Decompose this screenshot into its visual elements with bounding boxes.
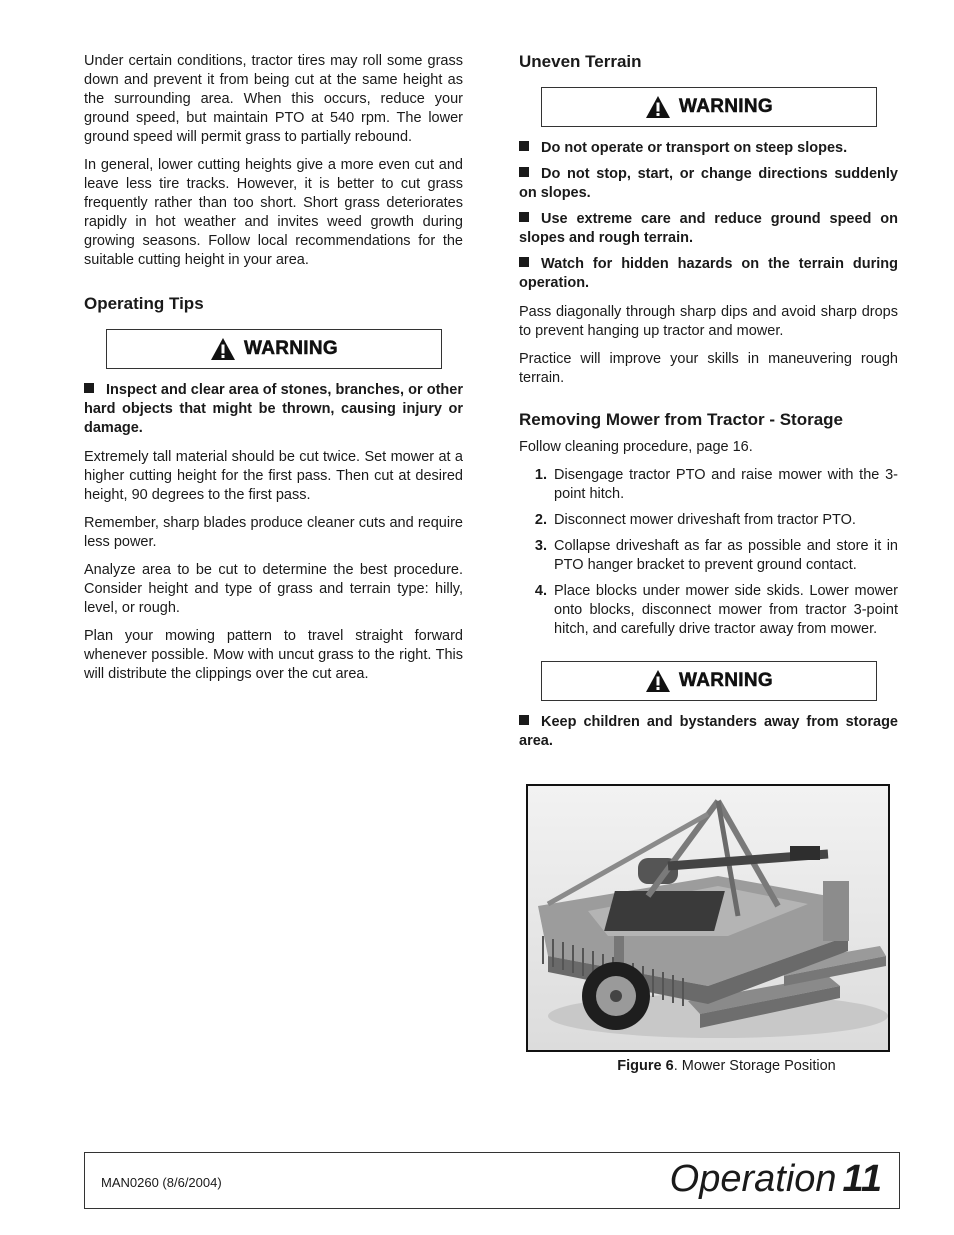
warning-box <box>541 87 877 127</box>
paragraph: Remember, sharp blades produce cleaner cuts and require less power. <box>84 515 463 550</box>
list-item: 1. Disengage tractor PTO and raise mower with the 3-point hitch. <box>534 467 898 502</box>
figure-caption-text: . Mower Storage Position <box>673 1058 836 1074</box>
paragraph: Pass diagonally through sharp dips and avoid sharp drops to prevent hanging up tractor and mower. <box>519 304 898 339</box>
bullet-square-icon <box>519 257 529 267</box>
figure-caption <box>519 1057 934 1075</box>
list-item: 4. Place blocks under mower side skids. Lower mower onto blocks, disconnect mower from tractor 3-point hitch, and carefully drive tractor away from mower. <box>534 583 898 637</box>
warning-triangle-icon <box>645 669 671 693</box>
warning-label: WARNING <box>679 670 773 691</box>
warning-bullet: Do not stop, start, or change directions suddenly on slopes. <box>519 166 898 201</box>
paragraph: Under certain conditions, tractor tires may roll some grass down and prevent it from being cut at the same height as the surrounding area. When this occurs, reduce your ground speed, but maintain PTO at 540 rpm. The lower ground speed will permit grass to partially rebound. <box>84 53 463 145</box>
warning-label: WARNING <box>244 338 338 359</box>
bullet-square-icon <box>519 212 529 222</box>
mower-illustration <box>528 786 888 1050</box>
list-item: 3. Collapse driveshaft as far as possible and store it in PTO hanger bracket to prevent ground contact. <box>534 538 898 573</box>
list-item: 2. Disconnect mower driveshaft from tractor PTO. <box>534 512 856 528</box>
section-heading-operating-tips: Operating Tips <box>84 294 204 313</box>
section-heading-storage: Removing Mower from Tractor - Storage <box>519 410 843 429</box>
paragraph: Extremely tall material should be cut twice. Set mower at a higher cutting height for the first pass. Then cut at desired height, 90 degrees to the first pass. <box>84 449 463 503</box>
bullet-square-icon <box>519 167 529 177</box>
section-heading-uneven-terrain: Uneven Terrain <box>519 52 642 71</box>
page-number: 11 <box>842 1158 882 1200</box>
bullet-square-icon <box>519 141 529 151</box>
document-id: MAN0260 (8/6/2004) <box>101 1175 222 1190</box>
warning-label: WARNING <box>679 96 773 117</box>
warning-bullet: Watch for hidden hazards on the terrain during operation. <box>519 256 898 291</box>
storage-steps-list <box>519 466 898 639</box>
warning-box <box>106 329 442 369</box>
warning-bullet: Keep children and bystanders away from storage area. <box>519 714 898 749</box>
paragraph: Practice will improve your skills in maneuvering rough terrain. <box>519 351 898 386</box>
bullet-square-icon <box>84 383 94 393</box>
warning-triangle-icon <box>210 337 236 361</box>
warning-bullet: Use extreme care and reduce ground speed on slopes and rough terrain. <box>519 211 898 246</box>
bullet-square-icon <box>519 715 529 725</box>
footer-section-title <box>670 1156 882 1202</box>
warning-bullet: Do not operate or transport on steep slopes. <box>519 139 898 158</box>
left-column <box>84 52 463 693</box>
warning-bullet-list <box>519 139 898 293</box>
figure-mower-storage-photo <box>526 784 890 1052</box>
paragraph: Plan your mowing pattern to travel straight forward whenever possible. Mow with uncut grass to the right. This will distribute the clippings over the cut area. <box>84 628 463 682</box>
warning-bullet: Inspect and clear area of stones, branches, or other hard objects that might be thrown, causing injury or damage. <box>84 382 463 436</box>
section-title: Operation <box>669 1158 837 1200</box>
warning-triangle-icon <box>645 95 671 119</box>
warning-box <box>541 661 877 701</box>
figure-label: Figure 6 <box>617 1058 674 1074</box>
page-footer <box>84 1152 900 1209</box>
paragraph: In general, lower cutting heights give a more even cut and leave less tire tracks. However, it is better to cut grass frequently rather than too short. Short grass deteriorates rapidly in hot weather and invites weed growth during growing seasons. Follow local recommendations for the suitable cutting height in your area. <box>84 157 463 268</box>
paragraph: Follow cleaning procedure, page 16. <box>519 439 753 455</box>
right-column <box>519 52 898 758</box>
paragraph: Analyze area to be cut to determine the best procedure. Consider height and type of grass and terrain type: hilly, level, or rough. <box>84 562 463 616</box>
